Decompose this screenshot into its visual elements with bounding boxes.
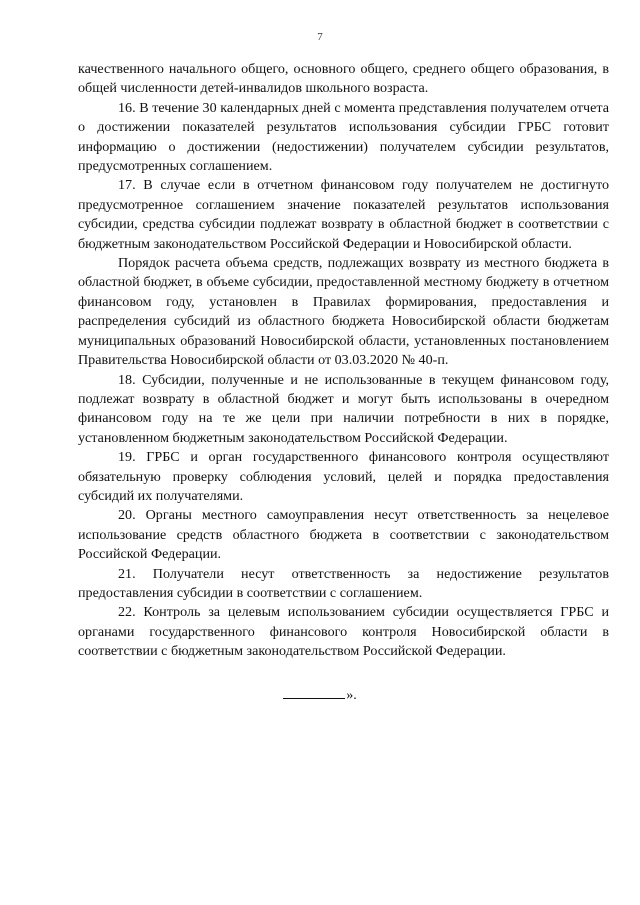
- paragraph-19: 19. ГРБС и орган государственного финансового контроля осуществляют обязательную проверку соблюдения условий, целей и порядка предоставления субсидий их получателями.: [78, 449, 609, 504]
- closing-quote-mark: ».: [346, 687, 357, 703]
- paragraph-continuation: качественного начального общего, основного общего, среднего общего образования, в общей численности детей-инвалидов школьного возраста.: [78, 61, 609, 97]
- paragraph-18: 18. Субсидии, полученные и не использованные в текущем финансовом году, подлежат возврату в областной бюджет и могут быть использованы в очередном финансовом году на те же цели при наличии потребности в них в порядке, установленном бюджетным законодательством Российской Федерации.: [78, 371, 609, 446]
- document-body: [78, 60, 609, 662]
- paragraph-refund-calculation: Порядок расчета объема средств, подлежащих возврату из местного бюджета в областной бюджет, в объеме субсидии, предоставленной местному бюджету в отчетном финансовом году, установлен в Правилах формирования, предоставления и распределения субсидий из областного бюджета Новосибирской области бюджетам муниципальных образований Новосибирской области, установленных постановлением Правительства Новосибирской области от 03.03.2020 № 40-п.: [78, 255, 609, 369]
- paragraph-21: 21. Получатели несут ответственность за недостижение результатов предоставления субсидии в соответствии с соглашением.: [78, 565, 609, 601]
- paragraph-17: 17. В случае если в отчетном финансовом году получателем не достигнуто предусмотренное соглашением значение показателей результатов использования субсидии, средства субсидии подлежат возврату в областной бюджет в соответствии с бюджетным законодательством Российской Федерации и Новосибирской области.: [78, 177, 609, 252]
- page-number: 7: [317, 31, 323, 43]
- closing-underline: [283, 686, 345, 699]
- closing-line: [0, 686, 640, 704]
- paragraph-20: 20. Органы местного самоуправления несут ответственность за нецелевое использование средств областного бюджета в соответствии с законодательством Российской Федерации.: [78, 507, 609, 563]
- paragraph-16: 16. В течение 30 календарных дней с момента представления получателем отчета о достижении показателей результатов использования субсидии ГРБС готовит информацию о достижении (недостижении) получателем субсидии результатов, предусмотренных соглашением.: [78, 99, 609, 175]
- paragraph-22: 22. Контроль за целевым использованием субсидии осуществляется ГРБС и органами государственного финансового контроля Новосибирской области в соответствии с бюджетным законодательством Российской Федерации.: [78, 604, 609, 660]
